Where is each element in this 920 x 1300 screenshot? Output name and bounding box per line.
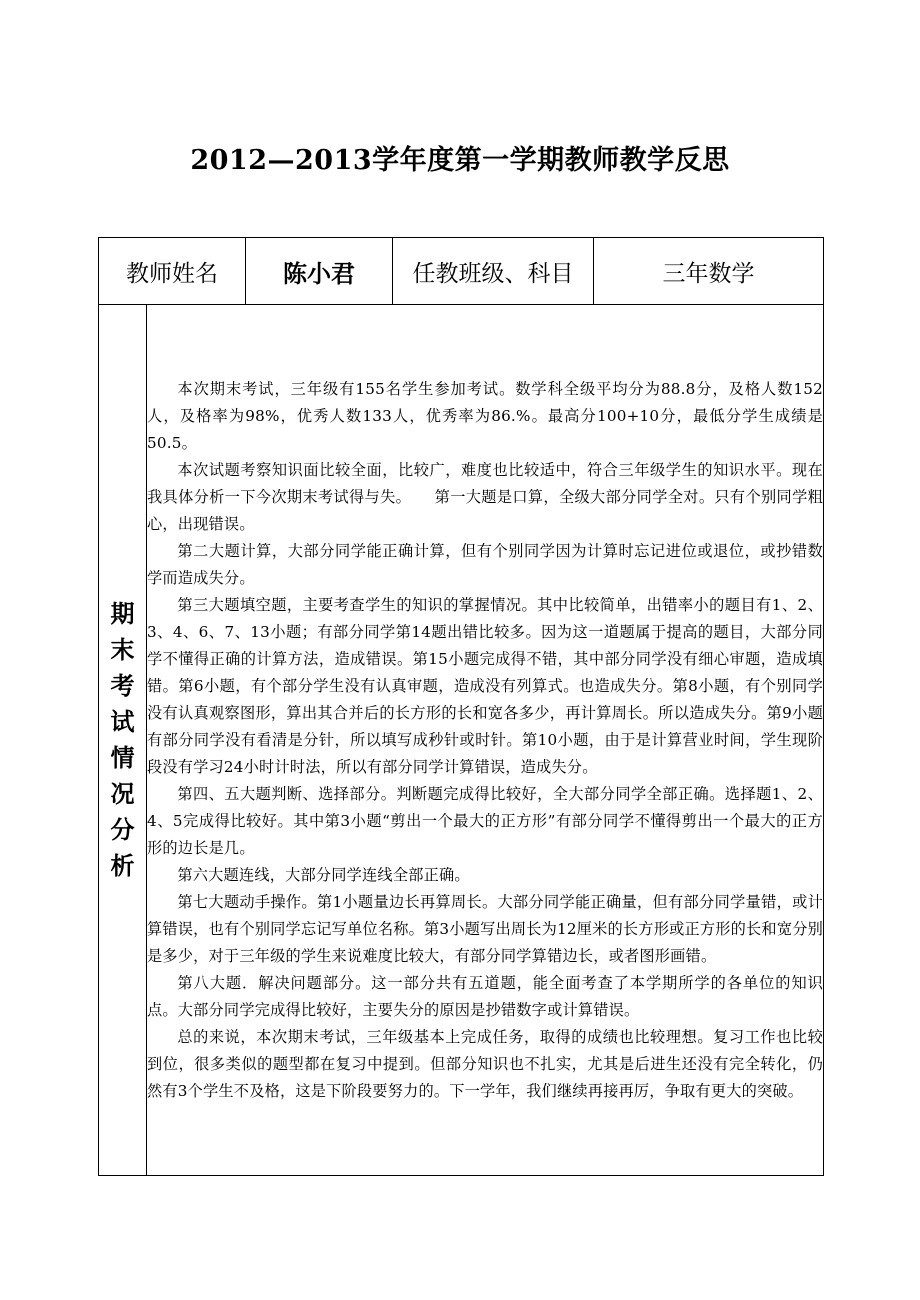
analysis-paragraph: 本次期末考试，三年级有155名学生参加考试。数学科全级平均分为88.8分，及格人数152人，及格率为98%，优秀人数133人，优秀率为86.%。最高分100+10分，最低分学生成绩是50.5。 <box>147 379 823 452</box>
header-row <box>99 238 824 305</box>
section-label-char: 况 <box>110 780 135 808</box>
analysis-paragraph: 第六大题连线，大部分同学连线全部正确。 <box>177 865 470 884</box>
analysis-paragraph: 第八大题．解决问题部分。这一部分共有五道题，能全面考查了本学期所学的各单位的知识点。大部分同学完成得比较好，主要失分的原因是抄错数字或计算错误。 <box>147 973 823 1019</box>
section-label-char: 末 <box>110 636 135 664</box>
section-label-char: 析 <box>110 852 135 880</box>
section-label-char: 情 <box>110 744 135 772</box>
section-label-char: 期 <box>110 600 135 628</box>
analysis-paragraph: 第四、五大题判断、选择部分。判断题完成得比较好，全大部分同学全部正确。选择题1、2、4、5完成得比较好。其中第3小题“剪出一个最大的正方形”有部分同学不懂得剪出一个最大的正方形的边长是几。 <box>147 784 823 857</box>
class-subject-value: 三年数学 <box>594 238 824 305</box>
analysis-row <box>99 305 824 1176</box>
document-title: 2012—2013学年度第一学期教师教学反思 <box>190 145 730 176</box>
reflection-form-table <box>98 237 824 1176</box>
analysis-content <box>147 305 824 1176</box>
analysis-paragraph: 第三大题填空题，主要考查学生的知识的掌握情况。其中比较简单，出错率小的题目有1、2、3、4、6、7、13小题；有部分同学第14题出错比较多。因为这一道题属于提高的题目，大部分同学不懂得正确的计算方法，造成错误。第15小题完成得不错，其中部分同学没有细心审题，造成填错。第6小题，有个部分学生没有认真审题，造成没有列算式。也造成失分。第8小题，有个别同学没有认真观察图形，算出其合并后的长方形的长和宽各多少，再计算周长。所以造成失分。第9小题有部分同学没有看清是分针，所以填写成秒针或时针。第10小题，由于是计算营业时间，学生现阶段没有学习24小时计时法，所以有部分同学计算错误，造成失分。 <box>147 595 823 776</box>
section-label-char: 试 <box>110 708 135 736</box>
section-label <box>99 305 147 1176</box>
section-label-char: 考 <box>110 672 135 700</box>
analysis-paragraph: 第七大题动手操作。第1小题量边长再算周长。大部分同学能正确量，但有部分同学量错，或计算错误，也有个别同学忘记写单位名称。第3小题写出周长为12厘米的长方形或正方形的长和宽分别是多少，对于三年级的学生来说难度比较大，有部分同学算错边长，或者图形画错。 <box>147 892 823 965</box>
class-subject-label: 任教班级、科目 <box>393 238 594 305</box>
analysis-paragraph: 总的来说，本次期末考试，三年级基本上完成任务，取得的成绩也比较理想。复习工作也比较到位，很多类似的题型都在复习中提到。但部分知识也不扎实，尤其是后进生还没有完全转化，仍然有3个学生不及格，这是下阶段要努力的。下一学年，我们继续再接再厉，争取有更大的突破。 <box>147 1027 823 1100</box>
teacher-name-value: 陈小君 <box>246 238 393 305</box>
analysis-paragraph: 第二大题计算，大部分同学能正确计算，但有个别同学因为计算时忘记进位或退位，或抄错数学而造成失分。 <box>147 541 823 587</box>
teacher-name-label: 教师姓名 <box>99 238 246 305</box>
section-label-char: 分 <box>110 816 135 844</box>
analysis-paragraph: 本次试题考察知识面比较全面，比较广，难度也比较适中，符合三年级学生的知识水平。现在我具体分析一下今次期末考试得与失。 第一大题是口算，全级大部分同学全对。只有个别同学粗心，出现错误。 <box>147 460 823 533</box>
